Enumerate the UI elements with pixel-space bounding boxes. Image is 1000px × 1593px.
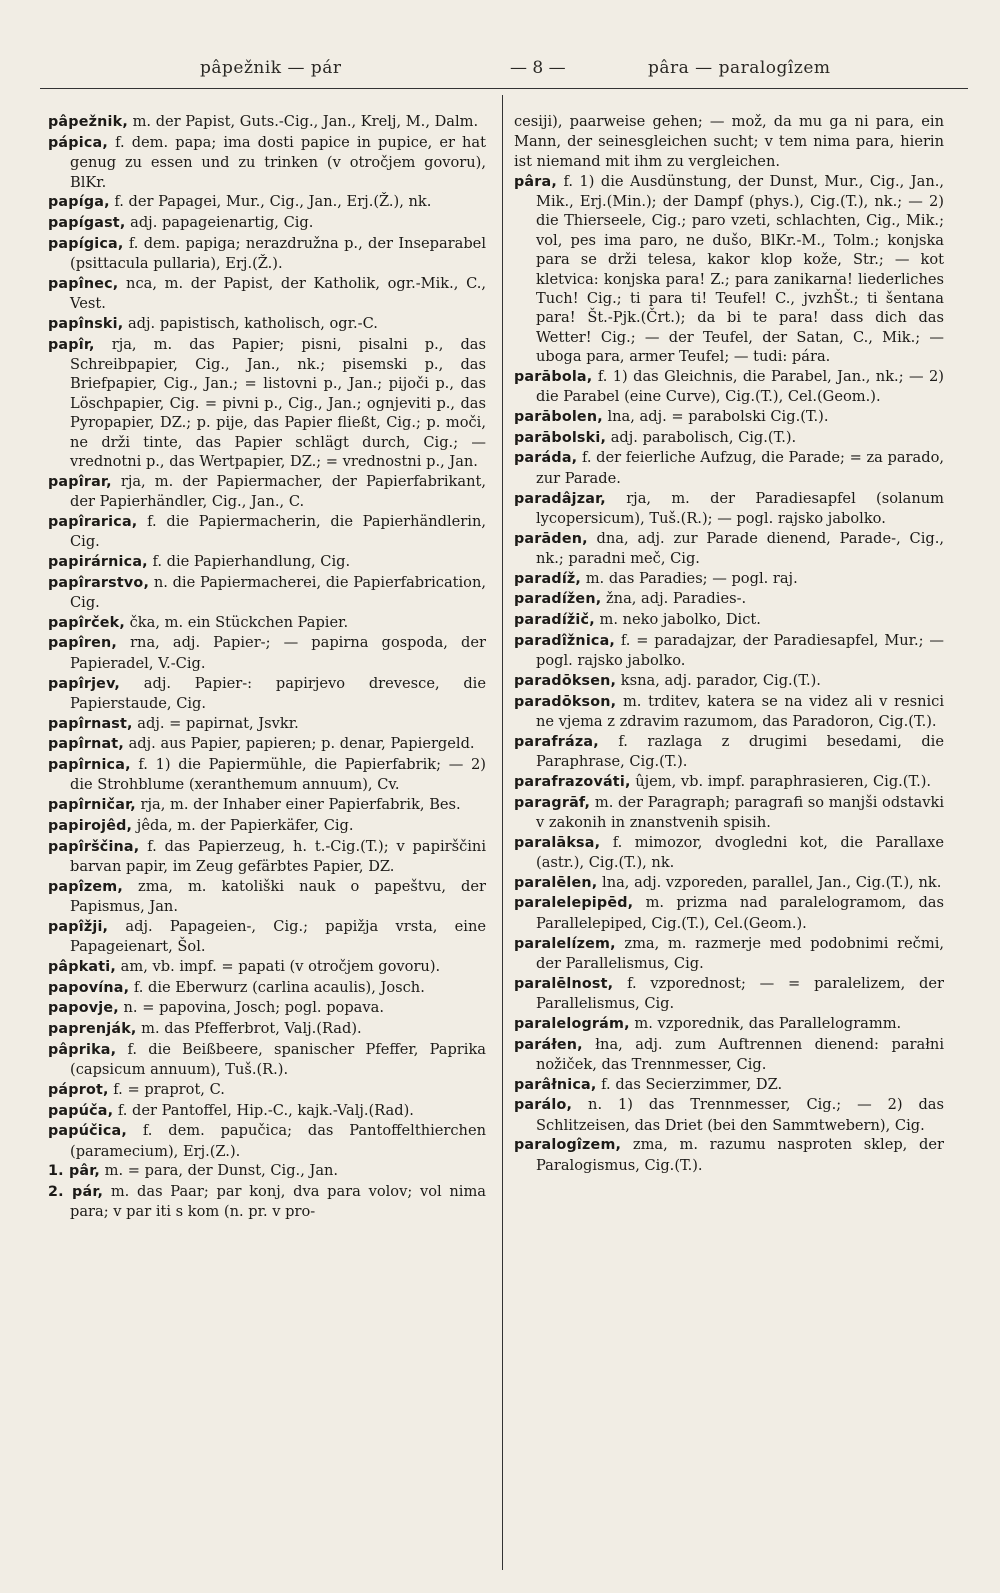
entry-definition: adj. papistisch, katholisch, ogr.-C.	[123, 314, 378, 332]
entry-headword: paralelepipēd,	[514, 895, 634, 912]
entry-definition: dna, adj. zur Parade dienend, Parade-, Cig., nk.; paradni meč, Cig.	[536, 529, 944, 568]
dictionary-entry	[48, 1080, 486, 1100]
dictionary-entry	[48, 714, 486, 734]
dictionary-entry	[48, 573, 486, 613]
entry-headword: papînski,	[48, 315, 124, 332]
entry-headword: parābola,	[514, 368, 593, 385]
entry-definition: m. prizma nad paralelogramom, das Parallelepiped, Cig.(T.), Cel.(Geom.).	[536, 894, 944, 932]
entry-headword: paradížen,	[514, 591, 602, 608]
entry-headword: papîzem,	[48, 878, 123, 895]
entry-definition: f. = praprot, C.	[108, 1080, 225, 1098]
dictionary-entry	[514, 1075, 944, 1095]
entry-headword: paprenják,	[48, 1021, 137, 1037]
dictionary-entry	[48, 1040, 486, 1080]
entry-headword: paradíž,	[514, 570, 582, 587]
dictionary-entry	[48, 314, 486, 334]
dictionary-entry	[48, 917, 486, 957]
dictionary-entry	[48, 877, 486, 917]
dictionary-entry	[48, 213, 486, 233]
entry-headword: papovje,	[48, 1000, 119, 1017]
entry-definition: f. razlaga z drugimi besedami, die Paraphrase, Cig.(T.).	[536, 732, 944, 771]
entry-headword: parafrazováti,	[514, 773, 631, 790]
entry-definition: f. = paradajzar, der Paradiesapfel, Mur.; — pogl. rajsko jabolko.	[536, 631, 944, 670]
dictionary-entry	[514, 692, 944, 732]
entry-headword: paragrāf,	[514, 794, 591, 811]
entry-definition: rja, m. der Paradiesapfel (solanum lycopersicum), Tuš.(R.); — pogl. rajsko jabolko.	[536, 489, 944, 527]
entry-definition: m. vzporednik, das Parallelogramm.	[629, 1014, 902, 1032]
entry-headword: parāden,	[514, 530, 588, 547]
entry-definition: rna, adj. Papier-; — papirna gospoda, der Papieradel, V.-Cig.	[70, 634, 486, 672]
dictionary-entry	[48, 192, 486, 212]
entry-headword: paradížič,	[514, 612, 595, 629]
dictionary-entry	[48, 674, 486, 714]
entry-definition: žna, adj. Paradies-.	[601, 590, 747, 608]
dictionary-entry	[514, 833, 944, 873]
entry-definition: f. dem. papiga; nerazdružna p., der Inseparabel (psittacula pullaria), Erj.(Ž.).	[70, 234, 486, 273]
entry-definition: f. 1) das Gleichnis, die Parabel, Jan., nk.; — 2) die Parabel (eine Curve), Cig.(T.), Cel.(Geom.).	[536, 367, 944, 406]
entry-definition: f. 1) die Papiermühle, die Papierfabrik; — 2) die Strohblume (xeranthemum annuum), Cv.	[70, 756, 486, 794]
dictionary-entry	[48, 755, 486, 795]
entry-definition: f. 1) die Ausdünstung, der Dunst, Mur., Cig., Jan., Mik., Erj.(Min.); der Dampf (phys.), Cig.(T.), nk.; — 2) die Thierseele, Cig.; paro vzeti, schlachten, Cig., Mik.; vol, pes ima paro, ne dušo, BlKr.-M., Tolm.; konjska para se drži telesa, kakor klop kože, Str.; — kot kletvica: konjska para! Z.; para zanikarna! liederliches Tuch! Cig.; ti para ti! Teufel! C., jvzhŠt.; ti šentana para! Št.-Pjk.(Črt.); da bi te para! dass dich das Wetter! Cig.; — der Teufel, der Satan, C., Mik.; — uboga para, armer Teufel; — tudi: pára.	[536, 172, 944, 366]
entry-headword: paralogîzem,	[514, 1137, 622, 1154]
entry-definition: f. der Pantoffel, Hip.-C., kajk.-Valj.(Rad).	[113, 1101, 414, 1119]
dictionary-entry	[48, 1019, 486, 1039]
entry-headword: pâpežnik,	[48, 114, 128, 130]
entry-definition: f. dem. papučica; das Pantoffelthierchen (paramecium), Erj.(Z.).	[70, 1122, 486, 1160]
entry-headword: 2. pár,	[48, 1184, 104, 1201]
entry-headword: papîžji,	[48, 918, 109, 935]
entry-definition: f. dem. papa; ima dosti papice in pupice, er hat genug zu essen und zu trinken (v otročjem govoru), BlKr.	[70, 133, 486, 191]
dictionary-entry	[48, 552, 486, 572]
entry-definition: adj. parabolisch, Cig.(T.).	[606, 428, 797, 446]
entry-headword: papîrščina,	[48, 838, 140, 855]
dictionary-entry	[514, 407, 944, 427]
entry-definition: ûjem, vb. impf. paraphrasieren, Cig.(T.).	[630, 772, 932, 790]
entry-definition: f. die Papiermacherin, die Papierhändlerin, Cig.	[70, 512, 486, 551]
dictionary-entry	[514, 367, 944, 407]
entry-headword: papîr,	[48, 336, 95, 353]
entry-definition: m. der Paragraph; paragrafi so manjši odstavki v zakonih in znanstvenih spisih.	[536, 793, 944, 831]
dictionary-entry	[514, 793, 944, 833]
entry-definition: zma, m. razmerje med podobnimi rečmi, der Parallelismus, Cig.	[536, 934, 944, 972]
entry-definition: f. mimozor, dvogledni kot, die Parallaxe (astr.), Cig.(T.), nk.	[536, 833, 944, 872]
entry-definition: m. das Pfefferbrot, Valj.(Rad).	[136, 1020, 362, 1037]
dictionary-entry	[48, 837, 486, 877]
entry-headword: paralāksa,	[514, 834, 601, 851]
entry-headword: papirojêd,	[48, 817, 133, 834]
header-left-guidewords: pâpežnik — pár	[200, 58, 342, 78]
dictionary-entry	[514, 893, 944, 933]
dictionary-entry	[514, 610, 944, 630]
entry-headword: papîrnat,	[48, 736, 124, 753]
entry-definition: adj. Papier-: papirjevo drevesce, die Papierstaude, Cig.	[70, 674, 486, 712]
entry-definition: f. der Papagei, Mur., Cig., Jan., Erj.(Ž.), nk.	[109, 193, 432, 211]
entry-definition: m. das Paradies; — pogl. raj.	[581, 569, 798, 587]
dictionary-entry	[48, 1161, 486, 1181]
entry-headword: paralēlnost,	[514, 975, 614, 992]
dictionary-entry	[48, 1182, 486, 1222]
dictionary-entry	[48, 1101, 486, 1121]
entry-headword: parálo,	[514, 1097, 573, 1114]
entry-definition: lna, adj. = parabolski Cig.(T.).	[602, 407, 829, 425]
dictionary-entry	[514, 569, 944, 589]
entry-definition: f. die Beißbeere, spanischer Pfeffer, Paprika (capsicum annuum), Tuš.(R.).	[70, 1040, 486, 1079]
page-header	[40, 58, 960, 84]
dictionary-entry	[48, 1121, 486, 1161]
dictionary-entry	[48, 957, 486, 977]
entry-definition: nca, m. der Papist, der Katholik, ogr.-Mik., C., Vest.	[70, 274, 486, 313]
entry-definition: jêda, m. der Papierkäfer, Cig.	[132, 816, 354, 834]
entry-definition: m. neko jabolko, Dict.	[594, 611, 761, 629]
entry-definition: zma, m. razumu nasproten sklep, der Paralogismus, Cig.(T.).	[536, 1136, 944, 1174]
dictionary-entry	[514, 1095, 944, 1135]
dictionary-entry	[48, 633, 486, 673]
entry-headword: papíga,	[48, 194, 110, 211]
dictionary-entry	[514, 1014, 944, 1034]
entry-definition: rja, m. der Inhaber einer Papierfabrik, Bes.	[135, 796, 461, 814]
dictionary-entry	[48, 335, 486, 472]
entry-definition: čka, m. ein Stückchen Papier.	[124, 613, 349, 631]
entry-definition: rja, m. der Papiermacher, der Papierfabrikant, der Papierhändler, Cig., Jan., C.	[70, 472, 486, 511]
dictionary-entry	[514, 873, 944, 893]
entry-headword: paradâjzar,	[514, 490, 606, 507]
entry-headword: parafráza,	[514, 733, 599, 750]
dictionary-entry	[514, 428, 944, 448]
entry-headword: paradîžnica,	[514, 632, 616, 649]
entry-definition: f. vzporednost; — = paralelizem, der Parallelismus, Cig.	[536, 974, 944, 1013]
entry-definition: m. = para, der Dunst, Cig., Jan.	[100, 1162, 339, 1180]
dictionary-entry	[48, 472, 486, 512]
dictionary-entry	[48, 734, 486, 754]
dictionary-entry	[514, 172, 944, 367]
entry-headword: papúča,	[48, 1102, 114, 1119]
entry-definition: cesiji), paarweise gehen; — mož, da mu ga ni para, ein Mann, der seinesgleichen sucht; v tem nima para, hierin ist niemand mit ihm zu vergleichen.	[514, 113, 944, 170]
dictionary-entry	[514, 489, 944, 529]
dictionary-entry	[48, 512, 486, 552]
entry-definition: lna, adj. vzporeden, parallel, Jan., Cig.(T.), nk.	[597, 873, 942, 891]
entry-definition: m. der Papist, Guts.-Cig., Jan., Krelj, M., Dalm.	[127, 113, 479, 130]
entry-headword: parâłnica,	[514, 1076, 597, 1093]
entry-definition: n. 1) das Trennmesser, Cig.; — 2) das Schlitzeisen, das Driet (bei den Sammtwebern), Cig.	[536, 1096, 944, 1134]
entry-headword: papîrarica,	[48, 513, 138, 530]
entry-headword: paradōksen,	[514, 672, 617, 689]
entry-headword: pâra,	[514, 173, 558, 190]
page-number: — 8 —	[510, 58, 566, 78]
dictionary-entry	[514, 934, 944, 974]
header-rule	[40, 88, 968, 89]
entry-definition: rja, m. das Papier; pisni, pisalni p., das Schreibpapier, Cig., Jan., nk.; pisemski p., das Briefpapier, Cig., Jan.; = listovni p., Jan.; pijoči p., das Löschpapier, Cig. = pivni p., Cig., Jan.; ognjeviti p., das Pyropapier, DZ.; p. pije, das Papier fließt, Cig.; p. moči, ne drži tinte, das Papier schlägt durch, Cig.; — vrednotni p., das Wertpapier, DZ.; = vrednostni p., Jan.	[70, 335, 486, 470]
entry-definition: f. der feierliche Aufzug, die Parade; = za parado, zur Parade.	[536, 449, 944, 487]
entry-headword: 1. pâr,	[48, 1163, 101, 1180]
dictionary-entry	[48, 133, 486, 192]
column-divider	[502, 95, 503, 1570]
dictionary-entry	[48, 112, 486, 132]
entry-definition: n. = papovina, Josch; pogl. popava.	[118, 999, 384, 1017]
entry-definition: ksna, adj. parador, Cig.(T.).	[616, 671, 821, 689]
dictionary-entry	[514, 529, 944, 569]
entry-headword: paráłen,	[514, 1036, 583, 1053]
dictionary-entry	[48, 613, 486, 633]
entry-headword: páprot,	[48, 1081, 109, 1098]
right-column	[514, 112, 944, 1176]
dictionary-entry	[48, 998, 486, 1018]
entry-definition: f. das Secierzimmer, DZ.	[596, 1075, 783, 1093]
entry-definition: f. die Eberwurz (carlina acaulis), Josch.	[129, 978, 425, 996]
entry-headword: papîrnica,	[48, 757, 131, 774]
entry-definition: adj. aus Papier, papieren; p. denar, Papiergeld.	[123, 735, 475, 753]
entry-headword: papîrček,	[48, 614, 125, 631]
entry-headword: papîrnast,	[48, 715, 133, 732]
entry-definition: m. das Paar; par konj, dva para volov; vol nima para; v par iti s kom (n. pr. v pro-	[70, 1183, 486, 1221]
dictionary-entry	[48, 234, 486, 274]
left-column	[48, 112, 486, 1222]
dictionary-entry	[514, 1035, 944, 1075]
entry-headword: paralelográm,	[514, 1015, 630, 1032]
dictionary-entry	[514, 631, 944, 671]
entry-headword: papígica,	[48, 235, 124, 252]
entry-definition: f. das Papierzeug, h. t.-Cig.(T.); v papirščini barvan papir, im Zeug gefärbtes Papier, DZ.	[70, 837, 486, 875]
entry-headword: papígast,	[48, 214, 126, 231]
dictionary-entry	[48, 978, 486, 998]
entry-headword: pápica,	[48, 134, 108, 151]
entry-headword: paralelízem,	[514, 935, 616, 952]
entry-headword: papîren,	[48, 635, 117, 652]
entry-definition: zma, m. katoliški nauk o papeštvu, der Papismus, Jan.	[70, 877, 486, 916]
entry-headword: parābolen,	[514, 408, 603, 425]
dictionary-entry	[48, 816, 486, 836]
entry-definition: am, vb. impf. = papati (v otročjem govoru).	[116, 957, 441, 975]
entry-definition: f. die Papierhandlung, Cig.	[147, 552, 351, 570]
dictionary-entry	[514, 448, 944, 488]
dictionary-entry	[514, 974, 944, 1014]
dictionary-entry	[514, 772, 944, 792]
entry-headword: paradōkson,	[514, 693, 617, 710]
dictionary-entry	[514, 671, 944, 691]
entry-definition: adj. papageienartig, Cig.	[125, 213, 314, 231]
dictionary-entry	[514, 732, 944, 772]
entry-definition: m. trditev, katera se na videz ali v resnici ne vjema z zdravim razumom, das Paradoron, Cig.(T.).	[536, 692, 944, 731]
entry-headword: paralēlen,	[514, 874, 598, 891]
dictionary-entry	[514, 112, 944, 171]
entry-definition: łna, adj. zum Auftrennen dienend: parałni nožiček, das Trennmesser, Cig.	[536, 1035, 944, 1073]
dictionary-entry	[48, 795, 486, 815]
entry-definition: n. die Papiermacherei, die Papierfabrication, Cig.	[70, 573, 486, 612]
dictionary-entry	[514, 589, 944, 609]
entry-headword: papîrarstvo,	[48, 574, 150, 591]
entry-headword: papîrničar,	[48, 797, 136, 814]
entry-headword: pâprika,	[48, 1041, 117, 1058]
header-right-guidewords: pâra — paralogîzem	[648, 58, 831, 78]
entry-headword: parābolski,	[514, 429, 607, 446]
dictionary-entry	[48, 274, 486, 314]
entry-headword: papîrjev,	[48, 675, 121, 692]
entry-headword: papovína,	[48, 979, 130, 996]
entry-headword: papirárnica,	[48, 553, 148, 570]
entry-headword: papúčica,	[48, 1123, 128, 1140]
dictionary-entry	[514, 1135, 944, 1175]
entry-headword: papîrar,	[48, 473, 112, 490]
entry-definition: adj. = papirnat, Jsvkr.	[132, 714, 299, 732]
entry-definition: adj. Papageien-, Cig.; papižja vrsta, eine Papageienart, Šol.	[70, 917, 486, 956]
entry-headword: pâpkati,	[48, 958, 117, 975]
entry-headword: papînec,	[48, 275, 119, 292]
entry-headword: paráda,	[514, 450, 578, 467]
